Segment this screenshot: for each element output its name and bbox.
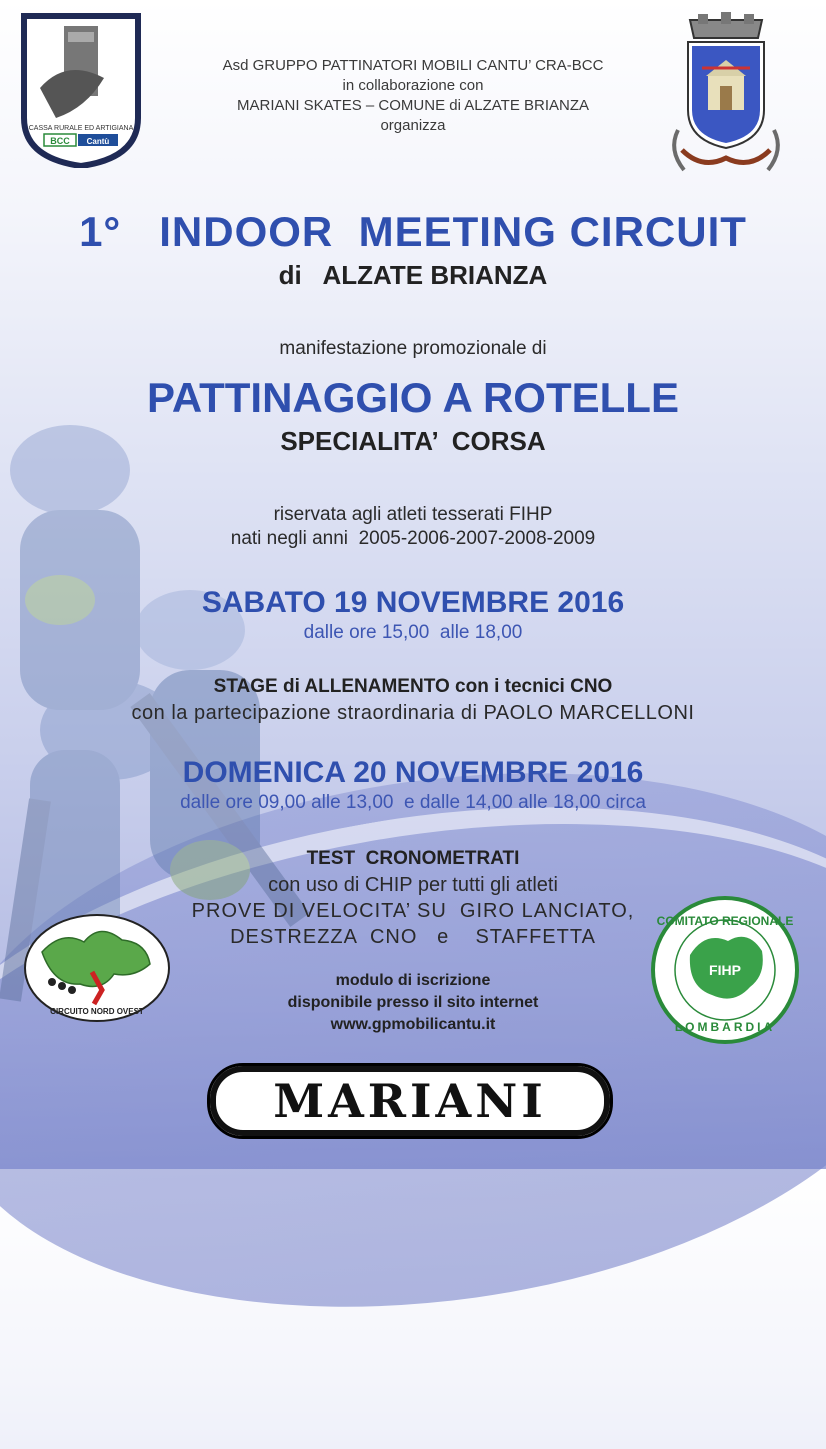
reserved-line-1: riservata agli atleti tesserati FIHP [273, 504, 553, 525]
registration-line-2: disponibile presso il sito internet [287, 994, 539, 1011]
registration-line-1: modulo di iscrizione [335, 972, 491, 989]
saturday-time: dalle ore 15,00 alle 18,00 [303, 622, 523, 643]
test-line-2: PROVE DI VELOCITA’ SU GIRO LANCIATO, [191, 900, 635, 922]
organizer-line: Asd GRUPPO PATTINATORI MOBILI CANTU’ CRA-BCC [222, 57, 604, 74]
test-line-3: DESTREZZA CNO e STAFFETTA [230, 926, 596, 948]
partners-line: MARIANI SKATES – COMUNE di ALZATE BRIANZA [236, 97, 590, 114]
stage-title: STAGE di ALLENAMENTO con i tecnici CNO [213, 676, 613, 697]
circuit-nord-ovest-logo [22, 912, 172, 1024]
sunday-date: DOMENICA 20 NOVEMBRE 2016 [182, 756, 644, 789]
circuit-label: CIRCUITO NORD OVEST [50, 1007, 144, 1016]
registration-url[interactable]: www.gpmobilicantu.it [330, 1016, 496, 1033]
event-location: di ALZATE BRIANZA [278, 260, 548, 290]
club-bank-label: CASSA RURALE ED ARTIGIANA [28, 125, 134, 132]
fihp-top-label: COMITATO REGIONALE [656, 914, 794, 928]
fihp-lombardia-logo [650, 895, 800, 1045]
mariani-logo-text: MARIANI [273, 1074, 547, 1128]
club-cantu-label: Cantù [86, 137, 110, 146]
saturday-date: SABATO 19 NOVEMBRE 2016 [201, 586, 625, 619]
event-title: 1° INDOOR MEETING CIRCUIT [79, 208, 747, 255]
sunday-time: dalle ore 09,00 alle 13,00 e dalle 14,00 alle 18,00 circa [180, 792, 646, 813]
club-bcc-label: BCC [50, 136, 70, 146]
stage-description: con la partecipazione straordinaria di PAOLO MARCELLONI [131, 702, 695, 724]
event-intro: manifestazione promozionale di [279, 338, 547, 359]
collaboration-line: in collaborazione con [342, 77, 484, 94]
test-line-1: con uso di CHIP per tutti gli atleti [268, 874, 558, 896]
specialty-title: SPECIALITA’ CORSA [280, 426, 546, 456]
mariani-sponsor-logo [207, 1063, 613, 1139]
fihp-bottom-label: LOMBARDIA [674, 1020, 776, 1034]
organizes-line: organizza [380, 117, 446, 134]
fihp-center-label: FIHP [709, 962, 741, 978]
test-title: TEST CRONOMETRATI [306, 848, 520, 869]
sport-title: PATTINAGGIO A ROTELLE [147, 374, 679, 421]
reserved-line-2: nati negli anni 2005-2006-2007-2008-2009 [230, 528, 596, 549]
